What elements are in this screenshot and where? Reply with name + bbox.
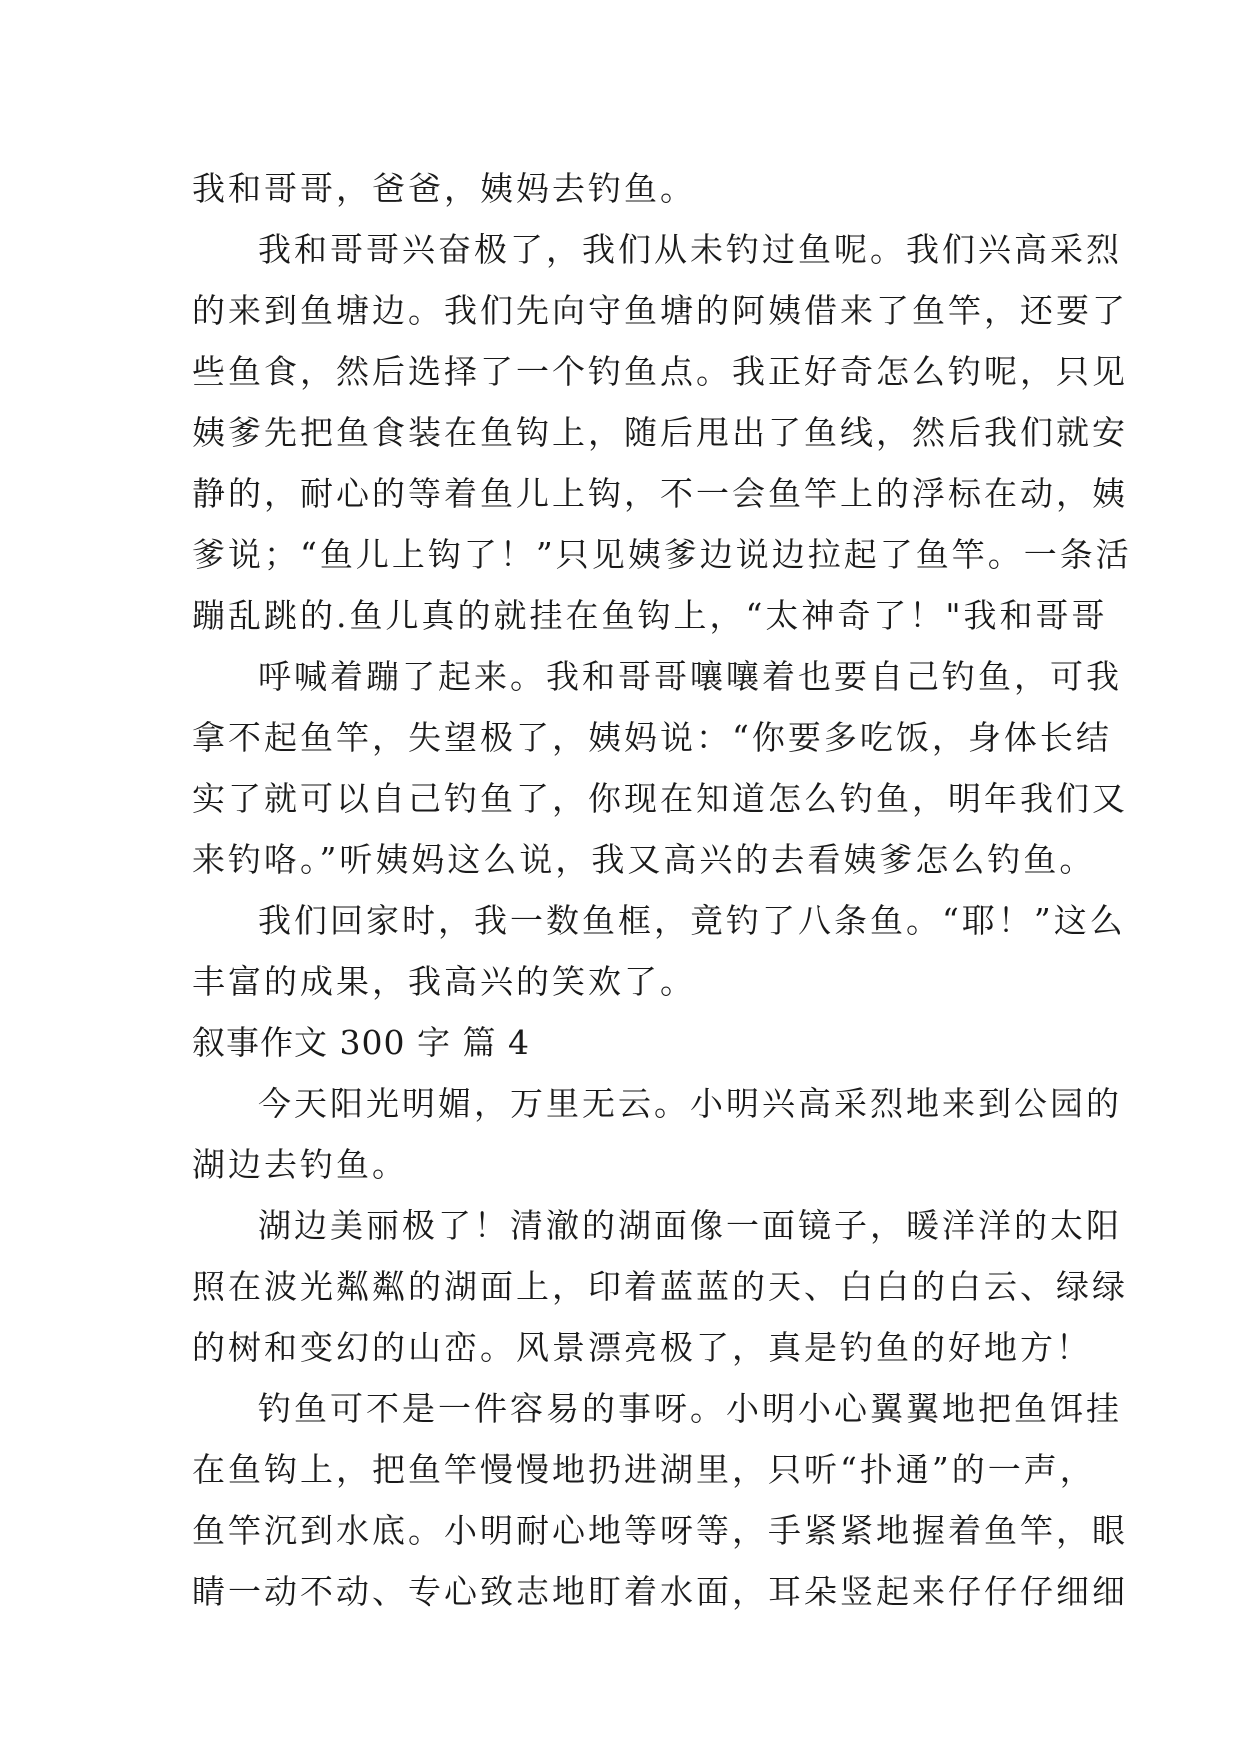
text-line: 静的，耐心的等着鱼儿上钩，不一会鱼竿上的浮标在动，姨	[192, 474, 1128, 513]
text-line: 姨爹先把鱼食装在鱼钩上，随后甩出了鱼线，然后我们就安	[192, 413, 1128, 452]
paragraph-start-line: 今天阳光明媚，万里无云。小明兴高采烈地来到公园的	[258, 1084, 1122, 1123]
paragraph-start-line: 呼喊着蹦了起来。我和哥哥嚷嚷着也要自己钓鱼，可我	[258, 657, 1122, 696]
text-line: 爹说；“鱼儿上钩了！”只见姨爹边说边拉起了鱼竿。一条活	[192, 535, 1132, 574]
text-line: 些鱼食，然后选择了一个钓鱼点。我正好奇怎么钓呢，只见	[192, 352, 1128, 391]
text-line: 拿不起鱼竿，失望极了，姨妈说：“你要多吃饭，身体长结	[192, 718, 1112, 757]
text-line: 我和哥哥，爸爸，姨妈去钓鱼。	[192, 169, 696, 208]
text-line: 照在波光粼粼的湖面上，印着蓝蓝的天、白白的白云、绿绿	[192, 1267, 1128, 1306]
text-line: 在鱼钩上，把鱼竿慢慢地扔进湖里，只听“扑通”的一声，	[192, 1450, 1096, 1489]
paragraph-start-line: 我们回家时，我一数鱼框，竟钓了八条鱼。“耶！”这么	[258, 901, 1126, 940]
paragraph-start-line: 我和哥哥兴奋极了，我们从未钓过鱼呢。我们兴高采烈	[258, 230, 1122, 269]
text-line: 丰富的成果，我高兴的笑欢了。	[192, 962, 696, 1001]
essay-text	[192, 158, 1132, 1622]
text-line: 的来到鱼塘边。我们先向守鱼塘的阿姨借来了鱼竿，还要了	[192, 291, 1128, 330]
section-heading: 叙事作文 300 字 篇 4	[192, 1023, 530, 1062]
text-line: 来钓咯。”听姨妈这么说，我又高兴的去看姨爹怎么钓鱼。	[192, 840, 1096, 879]
text-line: 实了就可以自己钓鱼了，你现在知道怎么钓鱼，明年我们又	[192, 779, 1128, 818]
text-line: 的树和变幻的山峦。风景漂亮极了，真是钓鱼的好地方！	[192, 1328, 1092, 1367]
text-line: 蹦乱跳的.鱼儿真的就挂在鱼钩上，“太神奇了！"我和哥哥	[192, 596, 1108, 635]
text-line: 睛一动不动、专心致志地盯着水面，耳朵竖起来仔仔仔细细	[192, 1572, 1128, 1611]
text-line: 鱼竿沉到水底。小明耐心地等呀等，手紧紧地握着鱼竿，眼	[192, 1511, 1128, 1550]
paragraph-start-line: 钓鱼可不是一件容易的事呀。小明小心翼翼地把鱼饵挂	[258, 1389, 1122, 1428]
text-line: 湖边去钓鱼。	[192, 1145, 408, 1184]
paragraph-start-line: 湖边美丽极了！清澈的湖面像一面镜子，暖洋洋的太阳	[258, 1206, 1122, 1245]
